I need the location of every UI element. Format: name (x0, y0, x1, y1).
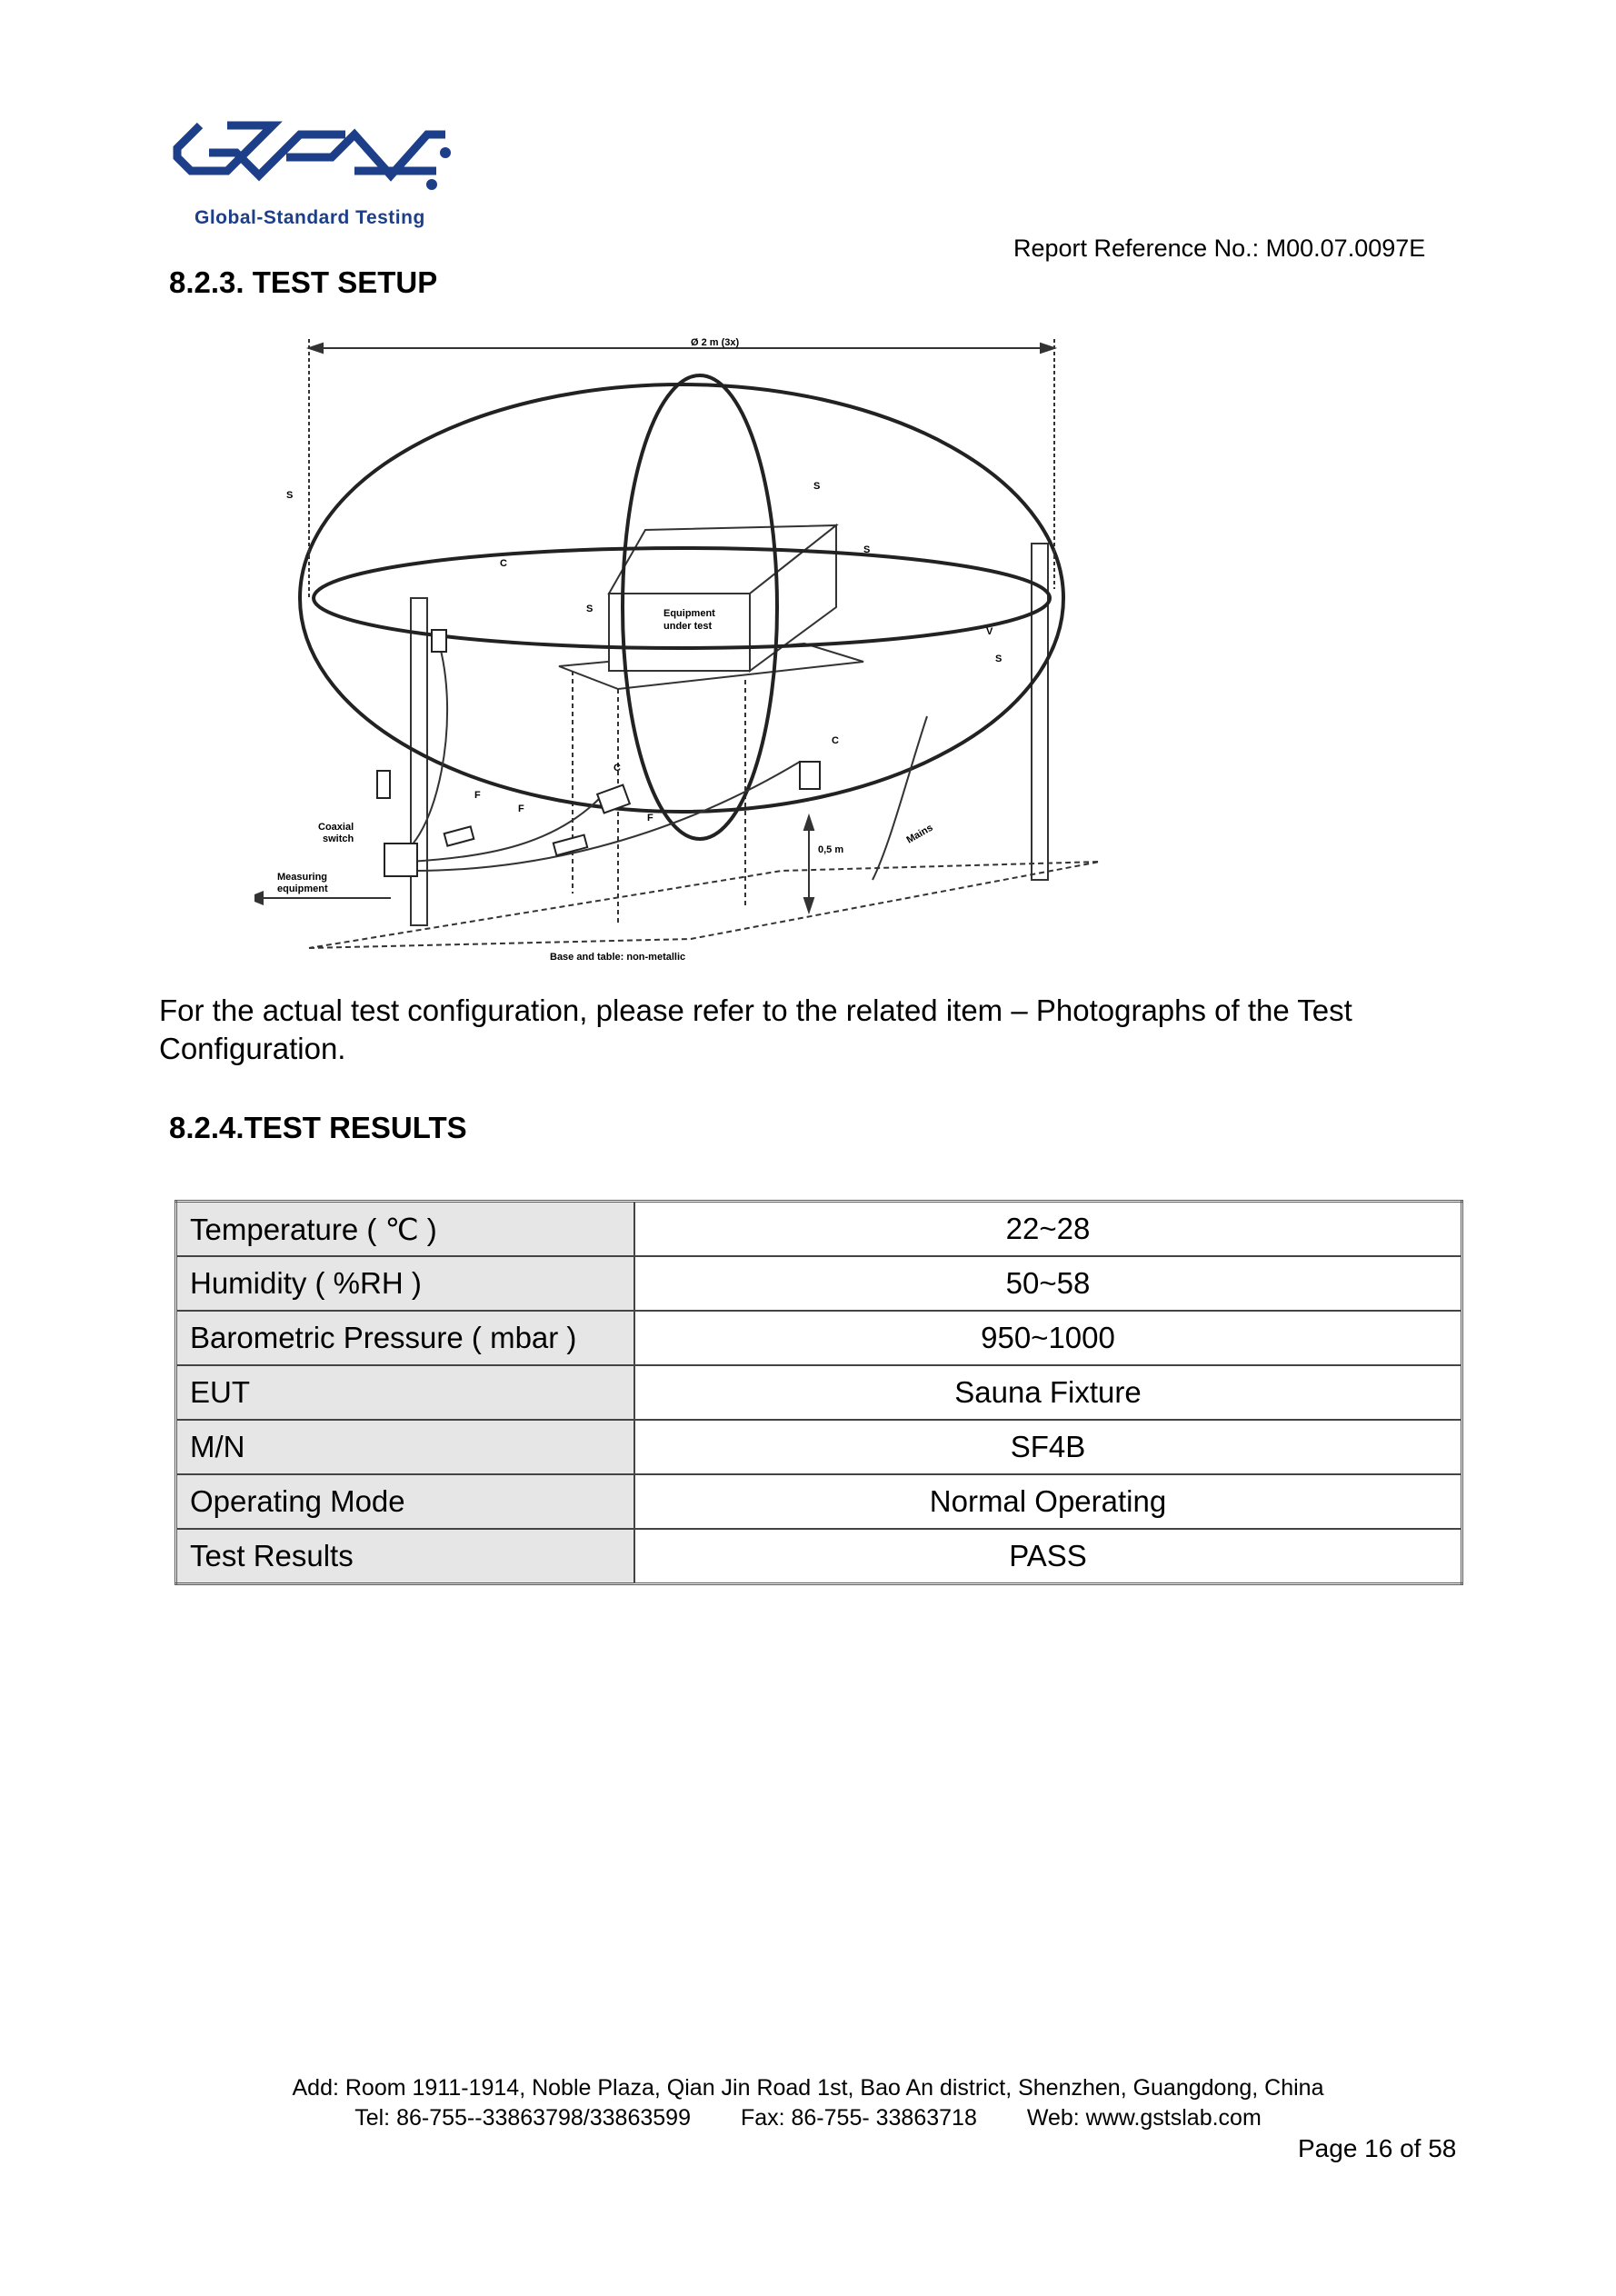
row-label: Barometric Pressure ( mbar ) (176, 1311, 635, 1365)
row-value: Sauna Fixture (634, 1365, 1462, 1420)
row-label: Test Results (176, 1529, 635, 1584)
measuring-equipment-label-line1: Measuring (277, 872, 328, 883)
row-value: PASS (634, 1529, 1462, 1584)
footer-address: Add: Room 1911-1914, Noble Plaza, Qian Jin Road 1st, Bao An district, Shenzhen, Guangdong, China (292, 2075, 1324, 2101)
table-row (176, 1256, 1462, 1311)
measuring-equipment-label-line2: equipment (277, 883, 328, 894)
row-value: 50~58 (634, 1256, 1462, 1311)
eut-label-line1: Equipment (663, 608, 715, 619)
footer-fax: Fax: 86-755- 33863718 (740, 2105, 977, 2131)
eut-label-line2: under test (663, 621, 713, 632)
table-row (176, 1311, 1462, 1365)
row-label: Operating Mode (176, 1474, 635, 1529)
loop-label-s-4: S (586, 604, 594, 614)
footer-contact (0, 2105, 1616, 2131)
section-heading-test-setup: 8.2.3. TEST SETUP (169, 265, 438, 299)
row-value: 950~1000 (634, 1311, 1462, 1365)
table-row (176, 1365, 1462, 1420)
page-number: Page 16 of 58 (1298, 2134, 1457, 2162)
setup-note: For the actual test configuration, please refer to the related item – Photographs of the Test Configuration. (159, 993, 1352, 1065)
height-label: 0,5 m (818, 844, 844, 855)
table-row (176, 1202, 1462, 1257)
results-table (175, 1200, 1463, 1585)
base-label: Base and table: non-metallic (550, 952, 686, 963)
section-heading-test-results: 8.2.4.TEST RESULTS (169, 1111, 467, 1144)
test-setup-diagram (254, 334, 1127, 980)
row-label: EUT (176, 1365, 635, 1420)
coaxial-switch-label-line2: switch (323, 834, 354, 844)
logo-text: Global-Standard Testing (195, 207, 425, 228)
report-reference: Report Reference No.: M00.07.0097E (1013, 235, 1426, 262)
table-row (176, 1474, 1462, 1529)
footer-tel: Tel: 86-755--33863798/33863599 (354, 2105, 691, 2131)
row-label: M/N (176, 1420, 635, 1474)
loop-label-s-5: S (995, 654, 1003, 664)
coaxial-switch (384, 844, 417, 876)
row-label: Temperature ( ℃ ) (176, 1202, 635, 1257)
loop-label-s-1: S (286, 490, 294, 501)
filter-label-f-2: F (518, 804, 524, 814)
row-label: Humidity ( %RH ) (176, 1256, 635, 1311)
mains-label: Mains (904, 822, 935, 846)
filter-label-f-3: F (647, 813, 653, 824)
filter-label-f-1: F (474, 790, 481, 801)
row-value: 22~28 (634, 1202, 1462, 1257)
row-value: SF4B (634, 1420, 1462, 1474)
coaxial-switch-label-line1: Coaxial (318, 822, 354, 833)
label-v: V (986, 626, 993, 637)
loop-label-c-3: C (832, 735, 839, 746)
diameter-label: Ø 2 m (3x) (691, 337, 740, 348)
loop-label-s-2: S (813, 481, 821, 492)
row-value: Normal Operating (634, 1474, 1462, 1529)
table-row (176, 1529, 1462, 1584)
eut-box-front (609, 594, 750, 671)
footer-web: Web: www.gstslab.com (1026, 2105, 1262, 2131)
loop-label-s-3: S (863, 544, 871, 555)
loop-label-c-2: C (613, 763, 621, 774)
table-row (176, 1420, 1462, 1474)
loop-label-c-1: C (500, 558, 507, 569)
